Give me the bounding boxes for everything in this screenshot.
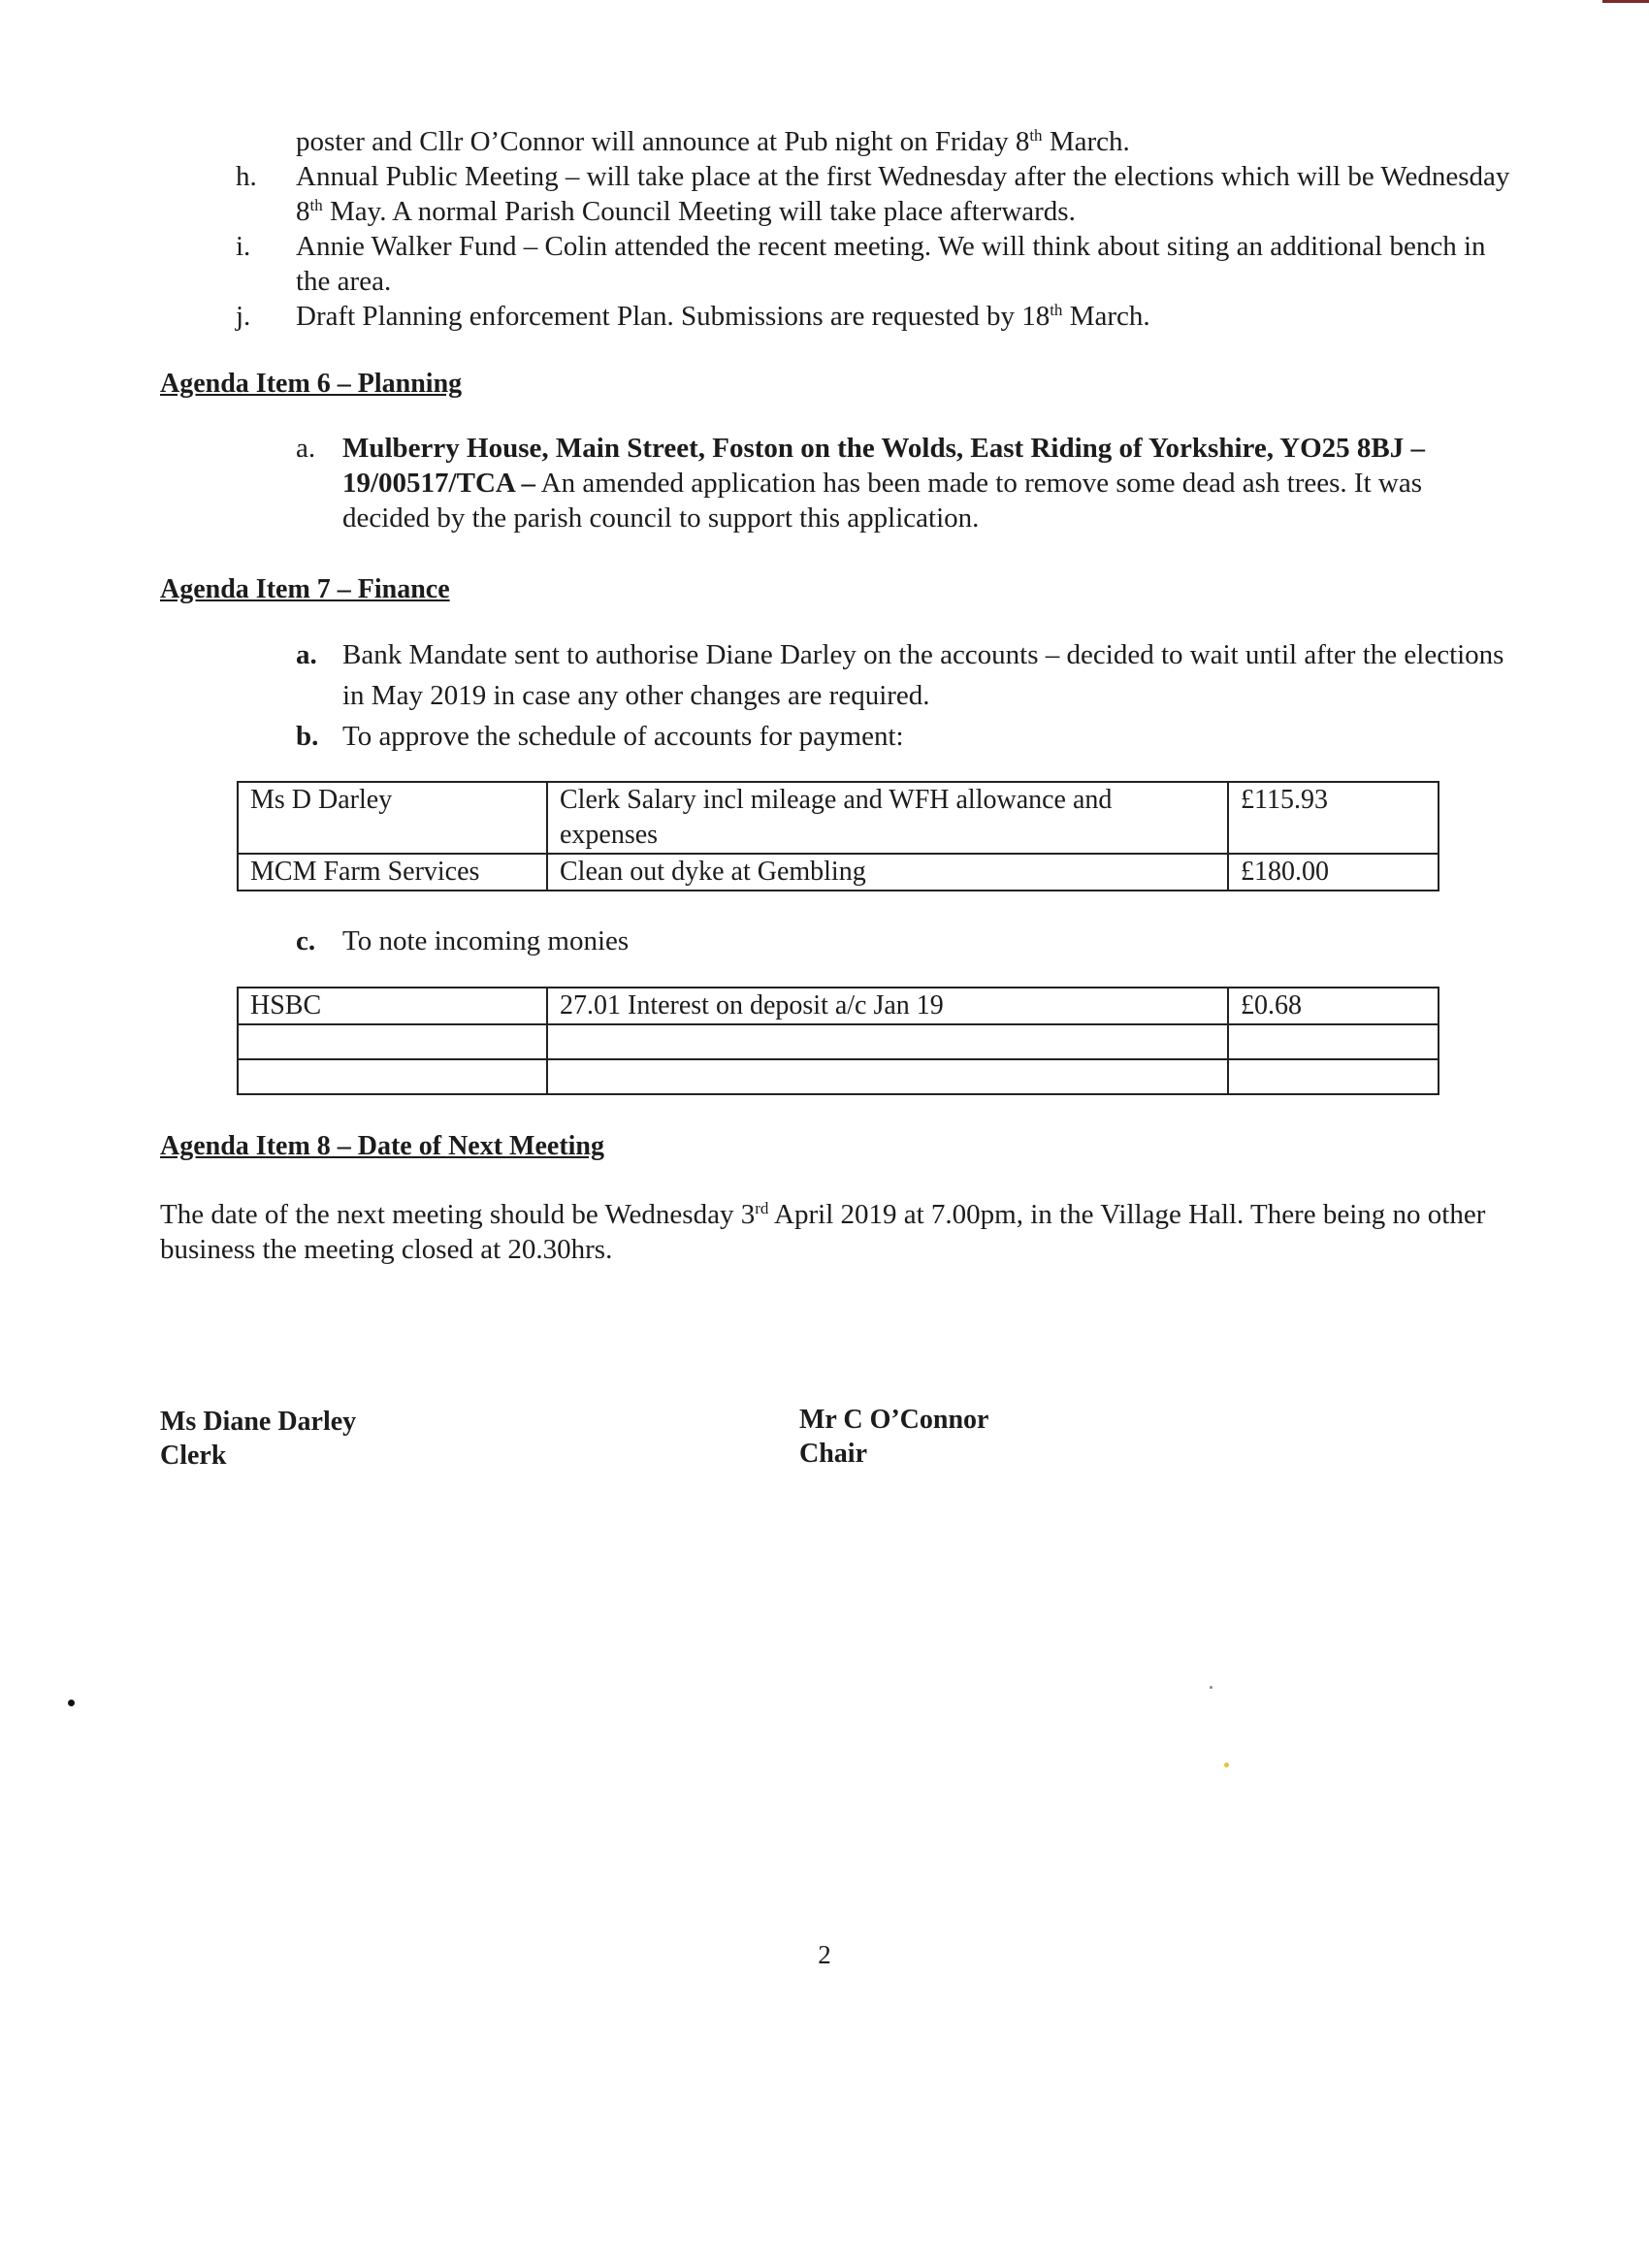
table-cell-description <box>547 1059 1228 1094</box>
scan-speck <box>1210 1686 1212 1689</box>
list-marker: c. <box>296 925 316 956</box>
list-item <box>296 634 1518 716</box>
item-text-end: March. <box>1062 301 1150 332</box>
continuation-line <box>296 124 1499 159</box>
table-row <box>238 854 1439 891</box>
agenda5-list <box>236 159 1516 334</box>
table-row <box>238 1059 1439 1094</box>
table-cell-amount: £0.68 <box>1228 988 1439 1024</box>
incoming-table <box>237 987 1439 1095</box>
list-item-text <box>296 159 1516 229</box>
item-text-end: May. A normal Parish Council Meeting will take place afterwards. <box>322 196 1076 227</box>
superscript: th <box>1050 301 1063 319</box>
table-row <box>238 1024 1439 1059</box>
scan-corner-mark <box>1602 0 1649 3</box>
table-row <box>238 988 1439 1024</box>
table-cell-source <box>238 1059 547 1094</box>
meeting-text: The date of the next meeting should be Wednesday 3 <box>160 1199 756 1230</box>
list-item-text <box>296 229 1516 299</box>
list-marker: a. <box>296 433 316 464</box>
table-cell-amount <box>1228 1059 1439 1094</box>
list-item <box>236 299 1516 334</box>
table-cell-description <box>547 1024 1228 1059</box>
table-row <box>238 782 1439 854</box>
superscript: th <box>309 196 323 214</box>
signature-clerk <box>160 1405 356 1473</box>
table-cell-source <box>238 1024 547 1059</box>
signature-role: Clerk <box>160 1441 227 1471</box>
table-cell-description: Clean out dyke at Gembling <box>547 854 1228 891</box>
continuation-text-end: March. <box>1042 126 1130 157</box>
table-cell-description: 27.01 Interest on deposit a/c Jan 19 <box>547 988 1228 1024</box>
item-text: Annual Public Meeting – will take place at the first Wednesday after the elections which will be Wednesday 8 <box>296 161 1510 227</box>
planning-address: Mulberry House, Main Street, Foston on the Wolds, East Riding of Yorkshire, YO25 8BJ – 19/00517/TCA – <box>342 433 1426 499</box>
finance-list <box>296 634 1518 757</box>
list-marker: h. <box>236 161 257 192</box>
superscript: th <box>1029 126 1043 145</box>
continuation-text: poster and Cllr O’Connor will announce at Pub night on Friday 8 <box>296 126 1030 157</box>
table-cell-payee: Ms D Darley <box>238 782 547 854</box>
scan-speck <box>1224 1763 1229 1767</box>
item-text: Draft Planning enforcement Plan. Submissions are requested by 18 <box>296 301 1051 332</box>
superscript: rd <box>755 1199 769 1217</box>
list-marker: b. <box>296 721 319 752</box>
table-cell-amount: £180.00 <box>1228 854 1439 891</box>
list-item <box>296 716 1518 757</box>
list-marker: j. <box>236 301 251 332</box>
finance-heading: Agenda Item 7 – Finance <box>160 574 450 604</box>
incoming-label-text: To note incoming monies <box>342 925 630 956</box>
incoming-label <box>296 923 1072 958</box>
signature-chair <box>799 1403 988 1471</box>
table-cell-payee: MCM Farm Services <box>238 854 547 891</box>
meeting-text-end: April 2019 at 7.00pm, in the Village Hall. There being no other business the meeting closed at 20.30hrs. <box>160 1199 1486 1265</box>
scan-speck <box>68 1700 75 1706</box>
table-cell-amount <box>1228 1024 1439 1059</box>
list-marker: a. <box>296 639 317 670</box>
list-item-text: Bank Mandate sent to authorise Diane Darley on the accounts – decided to wait until after the elections in May 2019 in case any other changes are required. <box>342 639 1504 711</box>
list-item-text: To approve the schedule of accounts for payment: <box>342 721 904 752</box>
list-item <box>236 159 1516 229</box>
table-cell-amount: £115.93 <box>1228 782 1439 854</box>
payments-table <box>237 781 1439 891</box>
table-cell-source: HSBC <box>238 988 547 1024</box>
page-number: 2 <box>818 1940 831 1969</box>
signature-name: Ms Diane Darley <box>160 1407 357 1437</box>
planning-heading: Agenda Item 6 – Planning <box>160 369 463 399</box>
list-item <box>236 229 1516 299</box>
table-cell-description: Clerk Salary incl mileage and WFH allowance and expenses <box>547 782 1228 854</box>
list-marker: i. <box>236 231 251 262</box>
next-meeting-text <box>160 1197 1508 1267</box>
item-text: Annie Walker Fund – Colin attended the recent meeting. We will think about siting an additional bench in the area. <box>296 231 1486 297</box>
planning-item-text <box>342 431 1504 535</box>
list-item-text <box>296 299 1516 334</box>
planning-decision: An amended application has been made to remove some dead ash trees. It was decided by the parish council to support this application. <box>342 468 1422 534</box>
planning-item <box>296 431 1504 535</box>
signature-name: Mr C O’Connor <box>799 1405 989 1435</box>
signature-role: Chair <box>799 1439 867 1469</box>
next-meeting-heading: Agenda Item 8 – Date of Next Meeting <box>160 1131 604 1161</box>
